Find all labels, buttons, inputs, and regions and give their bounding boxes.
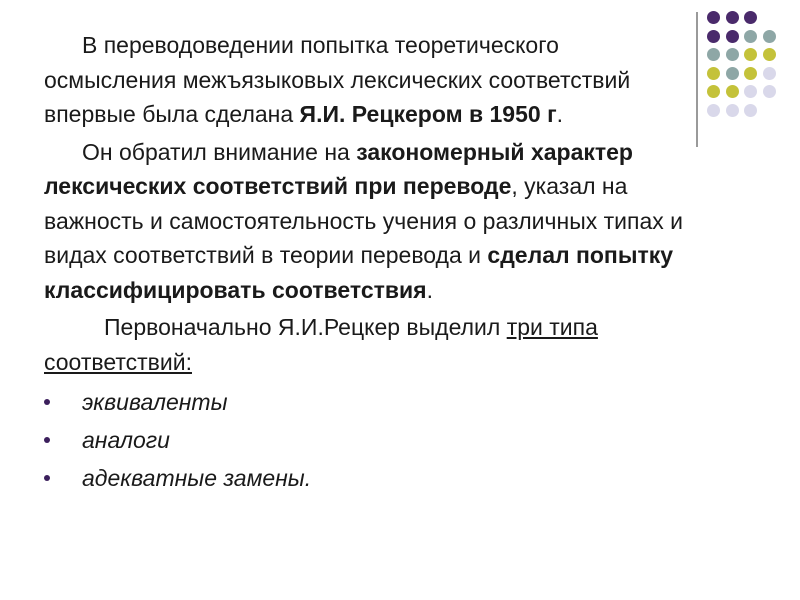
decorative-dot [744,30,757,43]
list-item [44,459,694,497]
paragraph-1-text: В переводоведении попытка теоретического осмысления межъязыковых лексических соответствий впервые была сделана [44,32,631,127]
slide-content [44,28,694,497]
decorative-dot [763,48,776,61]
decorative-dot [707,85,720,98]
decorative-dot [763,30,776,43]
paragraph-2-text-b: , указал на важность и самостоятельность учения о различных типах и видах соответствий в теории перевода и [44,173,684,268]
paragraph-1 [44,28,694,132]
decorative-dot [726,48,739,61]
decorative-dot-grid [707,11,800,131]
paragraph-2 [44,135,694,308]
paragraph-2-bold-b: сделал попытку классифицировать соответствия [44,242,674,303]
bullet-dot-icon [44,475,50,481]
list-item [44,383,694,421]
bullet-list [44,383,694,497]
bullet-dot-icon [44,437,50,443]
decorative-dot [744,48,757,61]
decorative-dot [707,11,720,24]
decorative-dot [726,85,739,98]
paragraph-1-bold: Я.И. Рецкером в 1950 г [299,101,557,127]
list-item-text: адекватные замены. [82,465,312,491]
decorative-dot [744,67,757,80]
decorative-divider-line [696,12,698,147]
decorative-dot [744,85,757,98]
list-item-text: аналоги [82,427,170,453]
decorative-dot [726,11,739,24]
decorative-dot [707,104,720,117]
paragraph-1-end: . [556,101,564,127]
decorative-dot [763,67,776,80]
paragraph-2-text-a: Он обратил внимание на [82,138,357,165]
decorative-dot [707,67,720,80]
decorative-dot [744,104,757,117]
paragraph-2-end: . [426,276,433,303]
paragraph-2-bold-a: закономерный характер лексических соответствий при переводе [44,138,633,199]
decorative-dot [707,30,720,43]
list-item [44,421,694,459]
decorative-dot [707,48,720,61]
list-item-text: эквиваленты [82,389,228,415]
decorative-dot [744,11,757,24]
decorative-dot [726,104,739,117]
paragraph-3-underlined: три типа соответствий: [44,314,598,375]
decorative-dot [726,30,739,43]
decorative-dot [763,85,776,98]
paragraph-3 [44,310,694,379]
paragraph-3-text: Первоначально Я.И.Рецкер выделил [104,314,507,340]
decorative-dot [726,67,739,80]
bullet-dot-icon [44,399,50,405]
